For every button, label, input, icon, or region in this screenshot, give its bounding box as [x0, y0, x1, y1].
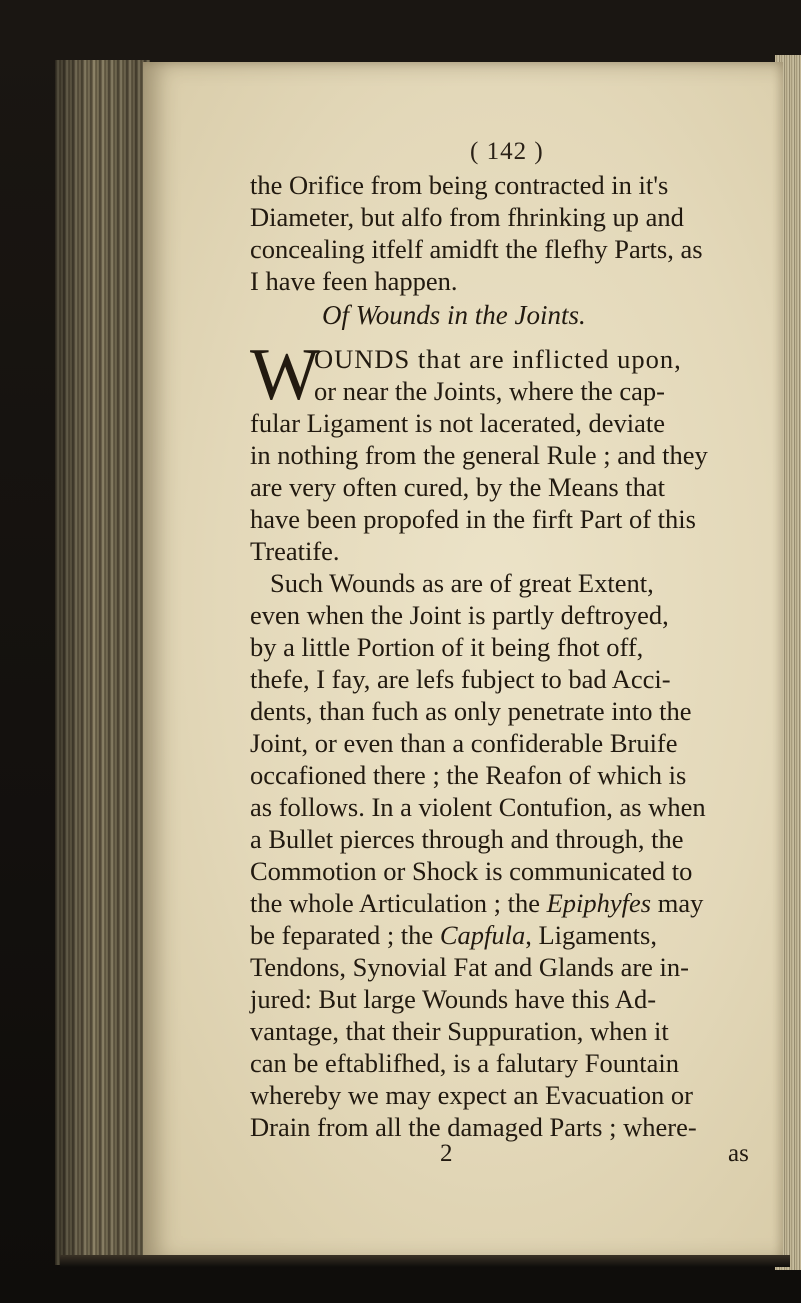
text-line: as follows. In a violent Contufion, as when	[250, 792, 706, 822]
text-line: fular Ligament is not lacerated, deviate	[250, 408, 665, 438]
text-line: dents, than fuch as only penetrate into the	[250, 696, 692, 726]
text-line	[250, 886, 703, 920]
text-fragment: may	[651, 888, 704, 918]
text-line: Joint, or even than a confiderable Bruife	[250, 728, 678, 758]
text-line: vantage, that their Suppuration, when it	[250, 1016, 669, 1046]
text-fragment: , Ligaments,	[525, 920, 657, 950]
text-line: Tendons, Synovial Fat and Glands are in-	[250, 952, 689, 982]
text-line: OUNDS that are inflicted upon,	[314, 344, 682, 374]
section-heading: Of Wounds in the Joints.	[322, 300, 586, 330]
drop-capital: W	[250, 334, 320, 416]
page-bottom-edge	[60, 1255, 790, 1267]
text-line: a Bullet pierces through and through, the	[250, 824, 684, 854]
text-line	[250, 918, 657, 952]
gutter-shadow	[55, 60, 150, 1265]
text-line: Drain from all the damaged Parts ; where-	[250, 1112, 697, 1142]
page-number: ( 142 )	[470, 138, 544, 165]
text-line: by a little Portion of it being fhot off,	[250, 632, 644, 662]
signature-mark: 2	[440, 1140, 453, 1167]
text-line: jured: But large Wounds have this Ad-	[250, 984, 657, 1014]
text-line: concealing itfelf amidft the flefhy Parts, as	[250, 234, 703, 264]
text-line: are very often cured, by the Means that	[250, 472, 665, 502]
text-line: I have feen happen.	[250, 266, 458, 296]
text-line: can be eftablifhed, is a falutary Fountain	[250, 1048, 679, 1078]
text-fragment: be feparated ; the	[250, 920, 440, 950]
text-line: the Orifice from being contracted in it's	[250, 170, 669, 200]
text-line: Treatife.	[250, 536, 340, 566]
text-line: Diameter, but alfo from fhrinking up and	[250, 202, 684, 232]
catchword: as	[728, 1140, 749, 1167]
italic-term: Epiphyfes	[546, 888, 652, 918]
text-line: or near the Joints, where the cap-	[314, 376, 665, 406]
text-line: thefe, I fay, are lefs fubject to bad Acci-	[250, 664, 671, 694]
text-line: Such Wounds as are of great Extent,	[270, 568, 654, 598]
text-line: in nothing from the general Rule ; and they	[250, 440, 708, 470]
text-line: occafioned there ; the Reafon of which is	[250, 760, 687, 790]
text-fragment: the whole Articulation ; the	[250, 888, 547, 918]
text-line: even when the Joint is partly deftroyed,	[250, 600, 669, 630]
text-line: Commotion or Shock is communicated to	[250, 856, 693, 886]
text-line: whereby we may expect an Evacuation or	[250, 1080, 693, 1110]
italic-term: Capfula	[439, 920, 526, 950]
text-line: have been propofed in the firft Part of this	[250, 504, 696, 534]
